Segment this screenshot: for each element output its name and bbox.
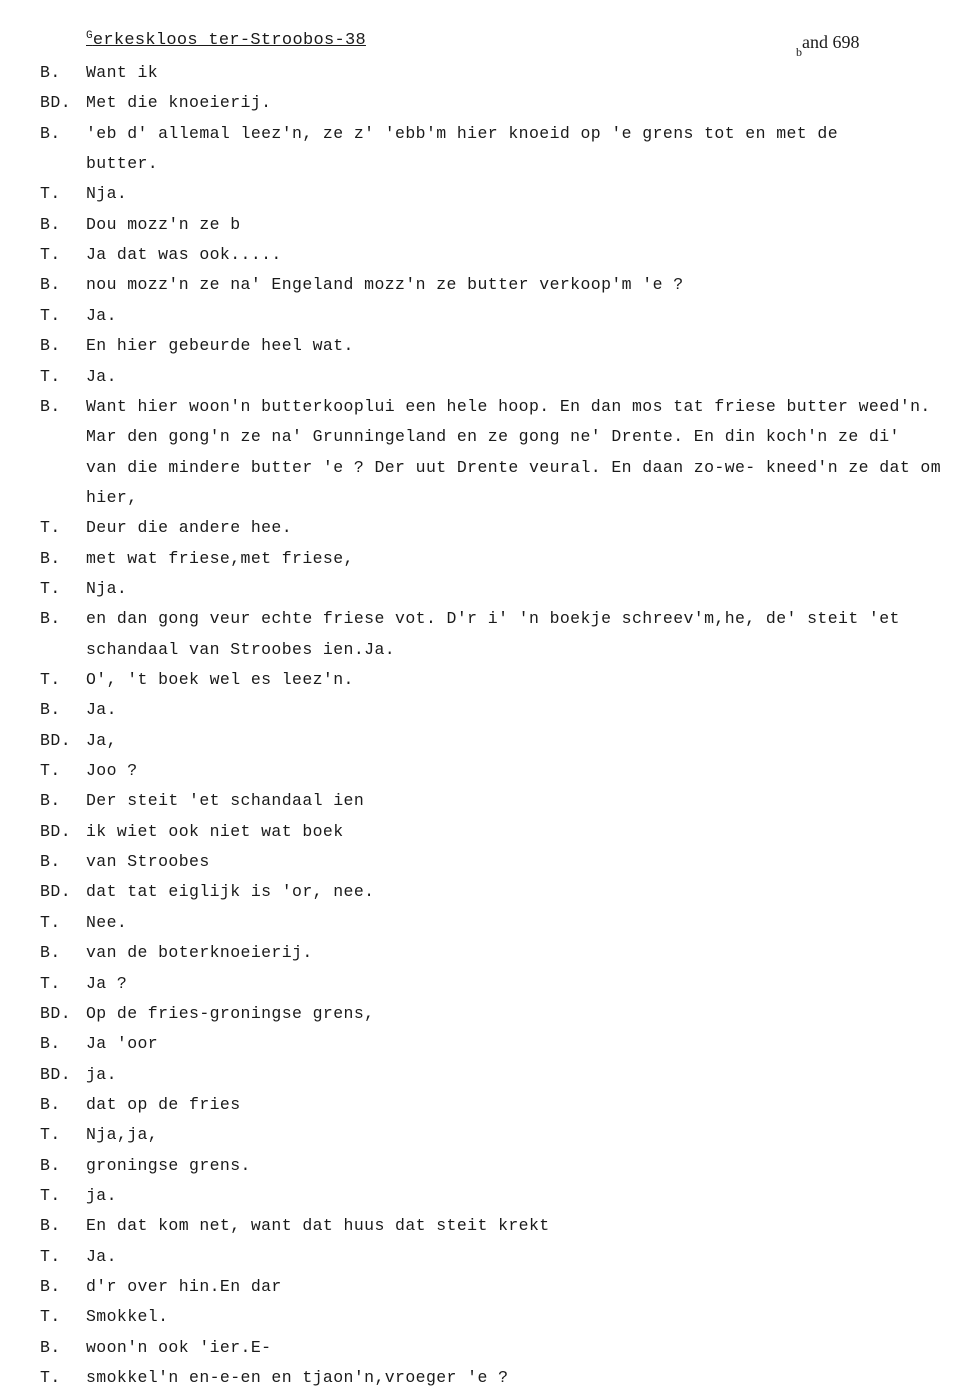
- transcript-line: [0, 604, 973, 634]
- transcript-line: [0, 1211, 973, 1241]
- transcript-line: [0, 179, 973, 209]
- utterance-text: ja.: [86, 1064, 117, 1084]
- speaker-label: T.: [40, 518, 61, 538]
- speaker-label: B.: [40, 336, 61, 356]
- transcript-line: [0, 969, 973, 999]
- tape-reference: [796, 32, 860, 60]
- utterance-text: woon'n ook 'ier.E-: [86, 1337, 272, 1357]
- utterance-text: en dan gong veur echte friese vot. D'r i' 'n boekje schreev'm,he, de' steit 'et: [86, 609, 900, 629]
- transcript-line: [0, 817, 973, 847]
- transcript-line: [0, 210, 973, 240]
- speaker-label: BD.: [40, 1003, 72, 1023]
- speaker-label: T.: [40, 761, 61, 781]
- speaker-label: B.: [40, 609, 61, 629]
- speaker-label: B.: [40, 1337, 61, 1357]
- transcript-line: [0, 513, 973, 543]
- utterance-text: Ja.: [86, 366, 117, 386]
- speaker-label: T.: [40, 670, 61, 689]
- utterance-text: dat tat eiglijk is 'or, nee.: [86, 882, 375, 902]
- speaker-label: T.: [40, 1307, 61, 1327]
- speaker-label: T.: [40, 1246, 61, 1266]
- transcript-line: [0, 726, 973, 756]
- utterance-text: O', 't boek wel es leez'n.: [86, 670, 354, 689]
- transcript-line: [0, 877, 973, 907]
- speaker-label: B.: [40, 1277, 61, 1296]
- tape-reference-text: and 698: [802, 32, 860, 52]
- utterance-text: Nja.: [86, 184, 128, 204]
- transcript-line: [0, 938, 973, 968]
- transcript-line: [0, 1151, 973, 1181]
- utterance-text: 'eb d' allemal leez'n, ze z' 'ebb'm hier knoeid op 'e grens tot en met de: [86, 123, 839, 143]
- utterance-text: met wat friese,met friese,: [86, 548, 354, 568]
- utterance-text: Op de fries-groningse grens,: [86, 1003, 375, 1023]
- speaker-label: B.: [40, 214, 61, 234]
- speaker-label: T.: [40, 305, 61, 325]
- speaker-label: BD.: [40, 882, 72, 902]
- speaker-label: T.: [40, 184, 61, 204]
- utterance-text: Ja.: [86, 305, 117, 325]
- transcript-line: [0, 1242, 973, 1272]
- transcript-line: [0, 574, 973, 604]
- utterance-text: groningse grens.: [86, 1155, 251, 1175]
- speaker-label: T.: [40, 973, 61, 993]
- utterance-text: Smokkel.: [86, 1307, 169, 1327]
- transcript-line: [0, 665, 973, 695]
- utterance-text: En hier gebeurde heel wat.: [86, 336, 354, 356]
- transcript-line: [0, 756, 973, 786]
- transcript-line: [0, 270, 973, 300]
- speaker-label: B.: [40, 1034, 61, 1054]
- speaker-label: T.: [40, 1368, 61, 1388]
- speaker-label: T.: [40, 1185, 61, 1205]
- transcript-line: [0, 695, 973, 725]
- transcript-line: [0, 999, 973, 1029]
- utterance-text: Ja.: [86, 700, 117, 720]
- speaker-label: B.: [40, 275, 61, 295]
- transcript-line: [0, 1090, 973, 1120]
- transcript-line: [0, 119, 973, 149]
- utterance-text: Mar den gong'n ze na' Grunningeland en ze gong ne' Drente. En din koch'n ze di': [86, 427, 900, 447]
- utterance-text: Want ik: [86, 63, 159, 82]
- utterance-text: Want hier woon'n butterkooplui een hele hoop. En dan mos tat friese butter weed'n.: [86, 396, 931, 416]
- transcript-line: [0, 786, 973, 816]
- transcript-line: [0, 1272, 973, 1302]
- utterance-text: hier,: [86, 487, 138, 507]
- speaker-label: BD.: [40, 821, 72, 841]
- transcript-line: [0, 331, 973, 361]
- speaker-label: B.: [40, 791, 61, 811]
- utterance-text: ik wiet ook niet wat boek: [86, 821, 344, 841]
- transcript-line: [0, 1333, 973, 1363]
- utterance-text: Der steit 'et schandaal ien: [86, 791, 365, 811]
- speaker-label: B.: [40, 1216, 61, 1236]
- utterance-text: Nja.: [86, 578, 128, 598]
- speaker-label: B.: [40, 548, 61, 568]
- speaker-label: BD.: [40, 93, 72, 113]
- utterance-text: van die mindere butter 'e ? Der uut Drente veural. En daan zo-we- kneed'n ze dat om: [86, 457, 942, 477]
- transcript-line: [0, 422, 973, 452]
- utterance-text: Deur die andere hee.: [86, 518, 293, 538]
- utterance-text: Nja,ja,: [86, 1125, 159, 1145]
- utterance-text: Nee.: [86, 912, 128, 932]
- transcript-line: [0, 240, 973, 270]
- transcript-line: [0, 301, 973, 331]
- speaker-label: B.: [40, 63, 61, 82]
- transcript-line: [0, 88, 973, 118]
- document-title: [86, 30, 366, 50]
- utterance-text: Dou mozz'n ze b: [86, 214, 241, 234]
- transcript-line: [0, 1302, 973, 1332]
- transcript-line: [0, 149, 973, 179]
- speaker-label: B.: [40, 700, 61, 720]
- utterance-text: Met die knoeierij.: [86, 93, 272, 113]
- utterance-text: smokkel'n en-e-en en tjaon'n,vroeger 'e ?: [86, 1368, 509, 1388]
- transcript-line: [0, 1029, 973, 1059]
- utterance-text: Ja,: [86, 730, 117, 750]
- transcript-line: [0, 1181, 973, 1211]
- speaker-label: BD.: [40, 1064, 72, 1084]
- utterance-text: nou mozz'n ze na' Engeland mozz'n ze butter verkoop'm 'e ?: [86, 275, 684, 295]
- transcript-line: [0, 1120, 973, 1150]
- utterance-text: ja.: [86, 1185, 117, 1205]
- transcript-line: [0, 1363, 973, 1393]
- title-initial: G: [86, 30, 93, 42]
- utterance-text: Ja 'oor: [86, 1034, 159, 1054]
- speaker-label: T.: [40, 245, 61, 265]
- speaker-label: B.: [40, 123, 61, 143]
- speaker-label: BD.: [40, 730, 72, 750]
- utterance-text: dat op de fries: [86, 1094, 241, 1114]
- speaker-label: T.: [40, 366, 61, 386]
- transcript-line: [0, 392, 973, 422]
- speaker-label: B.: [40, 943, 61, 963]
- utterance-text: van de boterknoeierij.: [86, 943, 313, 963]
- tape-reference-sub: b: [796, 45, 802, 59]
- utterance-text: Ja ?: [86, 973, 128, 993]
- speaker-label: T.: [40, 912, 61, 932]
- speaker-label: T.: [40, 578, 61, 598]
- transcript-line: [0, 453, 973, 483]
- speaker-label: B.: [40, 1094, 61, 1114]
- utterance-text: van Stroobes: [86, 852, 210, 872]
- transcript-line: [0, 847, 973, 877]
- utterance-text: Ja dat was ook.....: [86, 245, 282, 265]
- speaker-label: B.: [40, 1155, 61, 1175]
- transcript-line: [0, 544, 973, 574]
- utterance-text: En dat kom net, want dat huus dat steit krekt: [86, 1216, 550, 1236]
- transcript-line: [0, 635, 973, 665]
- utterance-text: Joo ?: [86, 761, 138, 781]
- utterance-text: schandaal van Stroobes ien.Ja.: [86, 639, 396, 659]
- utterance-text: Ja.: [86, 1246, 117, 1266]
- transcript-line: [0, 1060, 973, 1090]
- title-rest: erkeskloos ter-Stroobos-38: [92, 31, 366, 50]
- speaker-label: T.: [40, 1125, 61, 1145]
- speaker-label: B.: [40, 852, 61, 872]
- transcript-line: [0, 908, 973, 938]
- utterance-text: butter.: [86, 154, 159, 174]
- utterance-text: d'r over hin.En dar: [86, 1277, 282, 1296]
- transcript-line: [0, 362, 973, 392]
- transcript-line: [0, 58, 973, 88]
- transcript-line: [0, 483, 973, 513]
- speaker-label: B.: [40, 396, 61, 416]
